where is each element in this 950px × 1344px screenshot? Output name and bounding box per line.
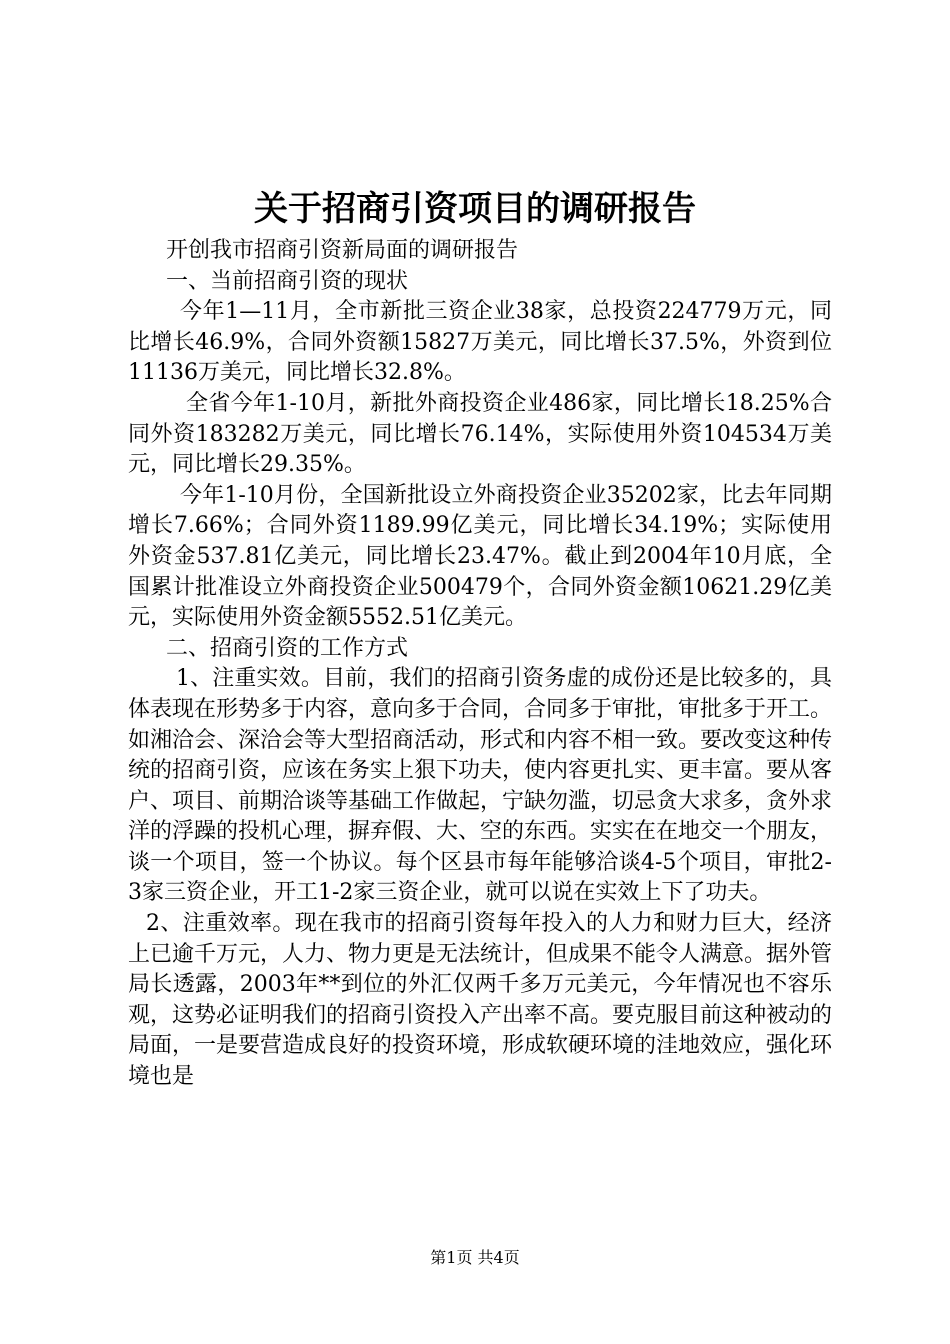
paragraph-province-stats: 全省今年1-10月，新批外商投资企业486家，同比增长18.25%合同外资183282万美元，同比增长76.14%，实际使用外资104534万美元，同比增长29.35%。 [128, 390, 832, 478]
paragraph-effectiveness: 1、注重实效。目前，我们的招商引资务虚的成份还是比较多的，具体表现在形势多于内容，意向多于合同，合同多于审批，审批多于开工。如湘洽会、深洽会等大型招商活动，形式和内容不相一致。要改变这种传统的招商引资，应该在务实上狠下功夫，使内容更扎实、更丰富。要从客户、项目、前期洽谈等基础工作做起，宁缺勿滥，切忌贪大求多，贪外求洋的浮躁的投机心理，摒弃假、大、空的东西。实实在在地交一个朋友，谈一个项目，签一个协议。每个区县市每年能够洽谈4-5个项目，审批2-3家三资企业，开工1-2家三资企业，就可以说在实效上下了功夫。 [128, 666, 833, 906]
page-number: 第1页 [430, 1248, 473, 1267]
paragraph-heading-2: 二、招商引资的工作方式 [166, 635, 409, 661]
paragraph-city-stats: 今年1—11月，全市新批三资企业38家，总投资224779万元，同比增长46.9%，合同外资额15827万美元，同比增长37.5%，外资到位11136万美元，同比增长32.8%。 [128, 299, 832, 386]
page-footer [0, 1247, 950, 1269]
paragraph-efficiency: 2、注重效率。现在我市的招商引资每年投入的人力和财力巨大，经济上已逾千万元，人力、物力更是无法统计，但成果不能令人满意。据外管局长透露，2003年**到位的外汇仅两千多万元美元，今年情况也不容乐观，这势必证明我们的招商引资投入产出率不高。要克服目前这种被动的局面，一是要营造成良好的投资环境，形成软硬环境的洼地效应，强化环境也是 [128, 911, 833, 1090]
paragraph-heading-1: 一、当前招商引资的现状 [166, 268, 409, 294]
page-total: 共4页 [477, 1248, 520, 1267]
paragraph-national-stats: 今年1-10月份，全国新批设立外商投资企业35202家，比去年同期增长7.66%；合同外资1189.99亿美元，同比增长34.19%；实际使用外资金537.81亿美元，同比增长23.47%。截止到2004年10月底，全国累计批准设立外商投资企业500479个，合同外资金额10621.29亿美元，实际使用外资金额5552.51亿美元。 [128, 482, 832, 631]
document-title: 关于招商引资项目的调研报告 [254, 189, 696, 229]
paragraph-subtitle: 开创我市招商引资新局面的调研报告 [166, 238, 519, 263]
document-body [128, 236, 832, 1093]
